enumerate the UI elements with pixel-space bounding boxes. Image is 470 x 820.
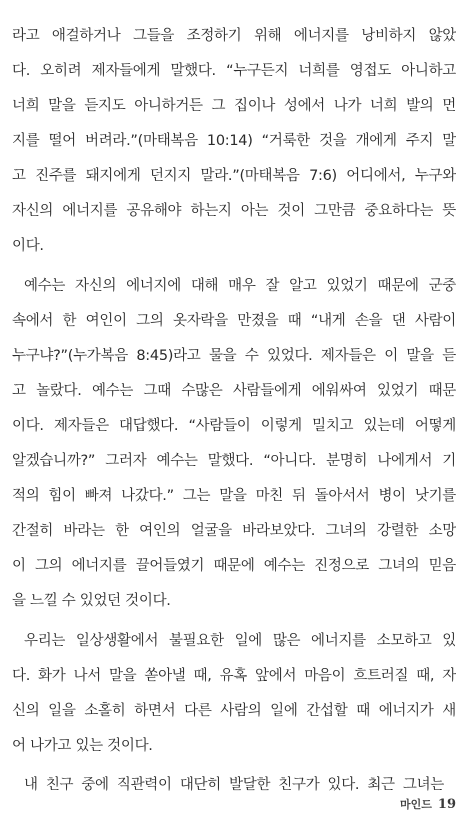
text-line: 속에서 한 여인이 그의 옷자락을 만졌을 때 “내게 손을 댄 사람이	[12, 313, 456, 329]
text-line: 어 나가고 있는 것이다.	[12, 738, 153, 754]
running-footer-title: 마인드	[400, 798, 432, 811]
text-line: 자신의 에너지를 공유해야 하는지 아는 것이 그만큼 중요하다는 뜻	[12, 203, 456, 219]
text-line: 다. 화가 나서 말을 쏟아낼 때, 유혹 앞에서 마음이 흐트러질 때, 자	[12, 668, 456, 684]
text-line: 지를 떨어 버려라.”(마태복음 10:14) “거룩한 것을 개에게 주지 말	[12, 133, 456, 149]
text-line: 이 그의 에너지를 끌어들였기 때문에 예수는 진정으로 그녀의 믿음	[12, 558, 456, 574]
text-line: 우리는 일상생활에서 불필요한 일에 많은 에너지를 소모하고 있	[24, 633, 456, 649]
text-line: 라고 애걸하거나 그들을 조정하기 위해 에너지를 낭비하지 않았	[12, 28, 456, 44]
text-line: 너희 말을 듣지도 아니하거든 그 집이나 성에서 나가 너희 발의 먼	[12, 98, 456, 114]
text-line: 적의 힘이 빠져 나갔다.” 그는 말을 마친 뒤 돌아서서 병이 낫기를	[12, 488, 456, 504]
text-line: 다. 오히려 제자들에게 말했다. “누구든지 너희를 영접도 아니하고	[12, 63, 456, 79]
text-line: 이다. 제자들은 대답했다. “사람들이 이렇게 밀치고 있는데 어떻게	[12, 418, 456, 434]
page-footer	[400, 788, 456, 818]
text-line: 신의 일을 소홀히 하면서 다른 사람의 일에 간섭할 때 에너지가 새	[12, 703, 456, 719]
text-line: 내 친구 중에 직관력이 대단히 발달한 친구가 있다. 최근 그녀는	[24, 777, 444, 793]
text-line: 고 놀랐다. 예수는 그때 수많은 사람들에게 에워싸여 있었기 때문	[12, 383, 456, 399]
text-line: 알겠습니까?” 그러자 예수는 말했다. “아니다. 분명히 나에게서 기	[12, 453, 456, 469]
text-line: 누구냐?”(누가복음 8:45)라고 물을 수 있었다. 제자들은 이 말을 듣	[12, 348, 456, 364]
text-line: 이다.	[12, 238, 44, 254]
text-line: 간절히 바라는 한 여인의 얼굴을 바라보았다. 그녀의 강렬한 소망	[12, 523, 456, 539]
text-line: 고 진주를 돼지에게 던지지 말라.”(마태복음 7:6) 어디에서, 누구와	[12, 168, 456, 184]
text-line: 을 느낄 수 있었던 것이다.	[12, 593, 171, 609]
page-number: 19	[437, 797, 456, 812]
text-line: 예수는 자신의 에너지에 대해 매우 잘 알고 있었기 때문에 군중	[24, 278, 456, 294]
